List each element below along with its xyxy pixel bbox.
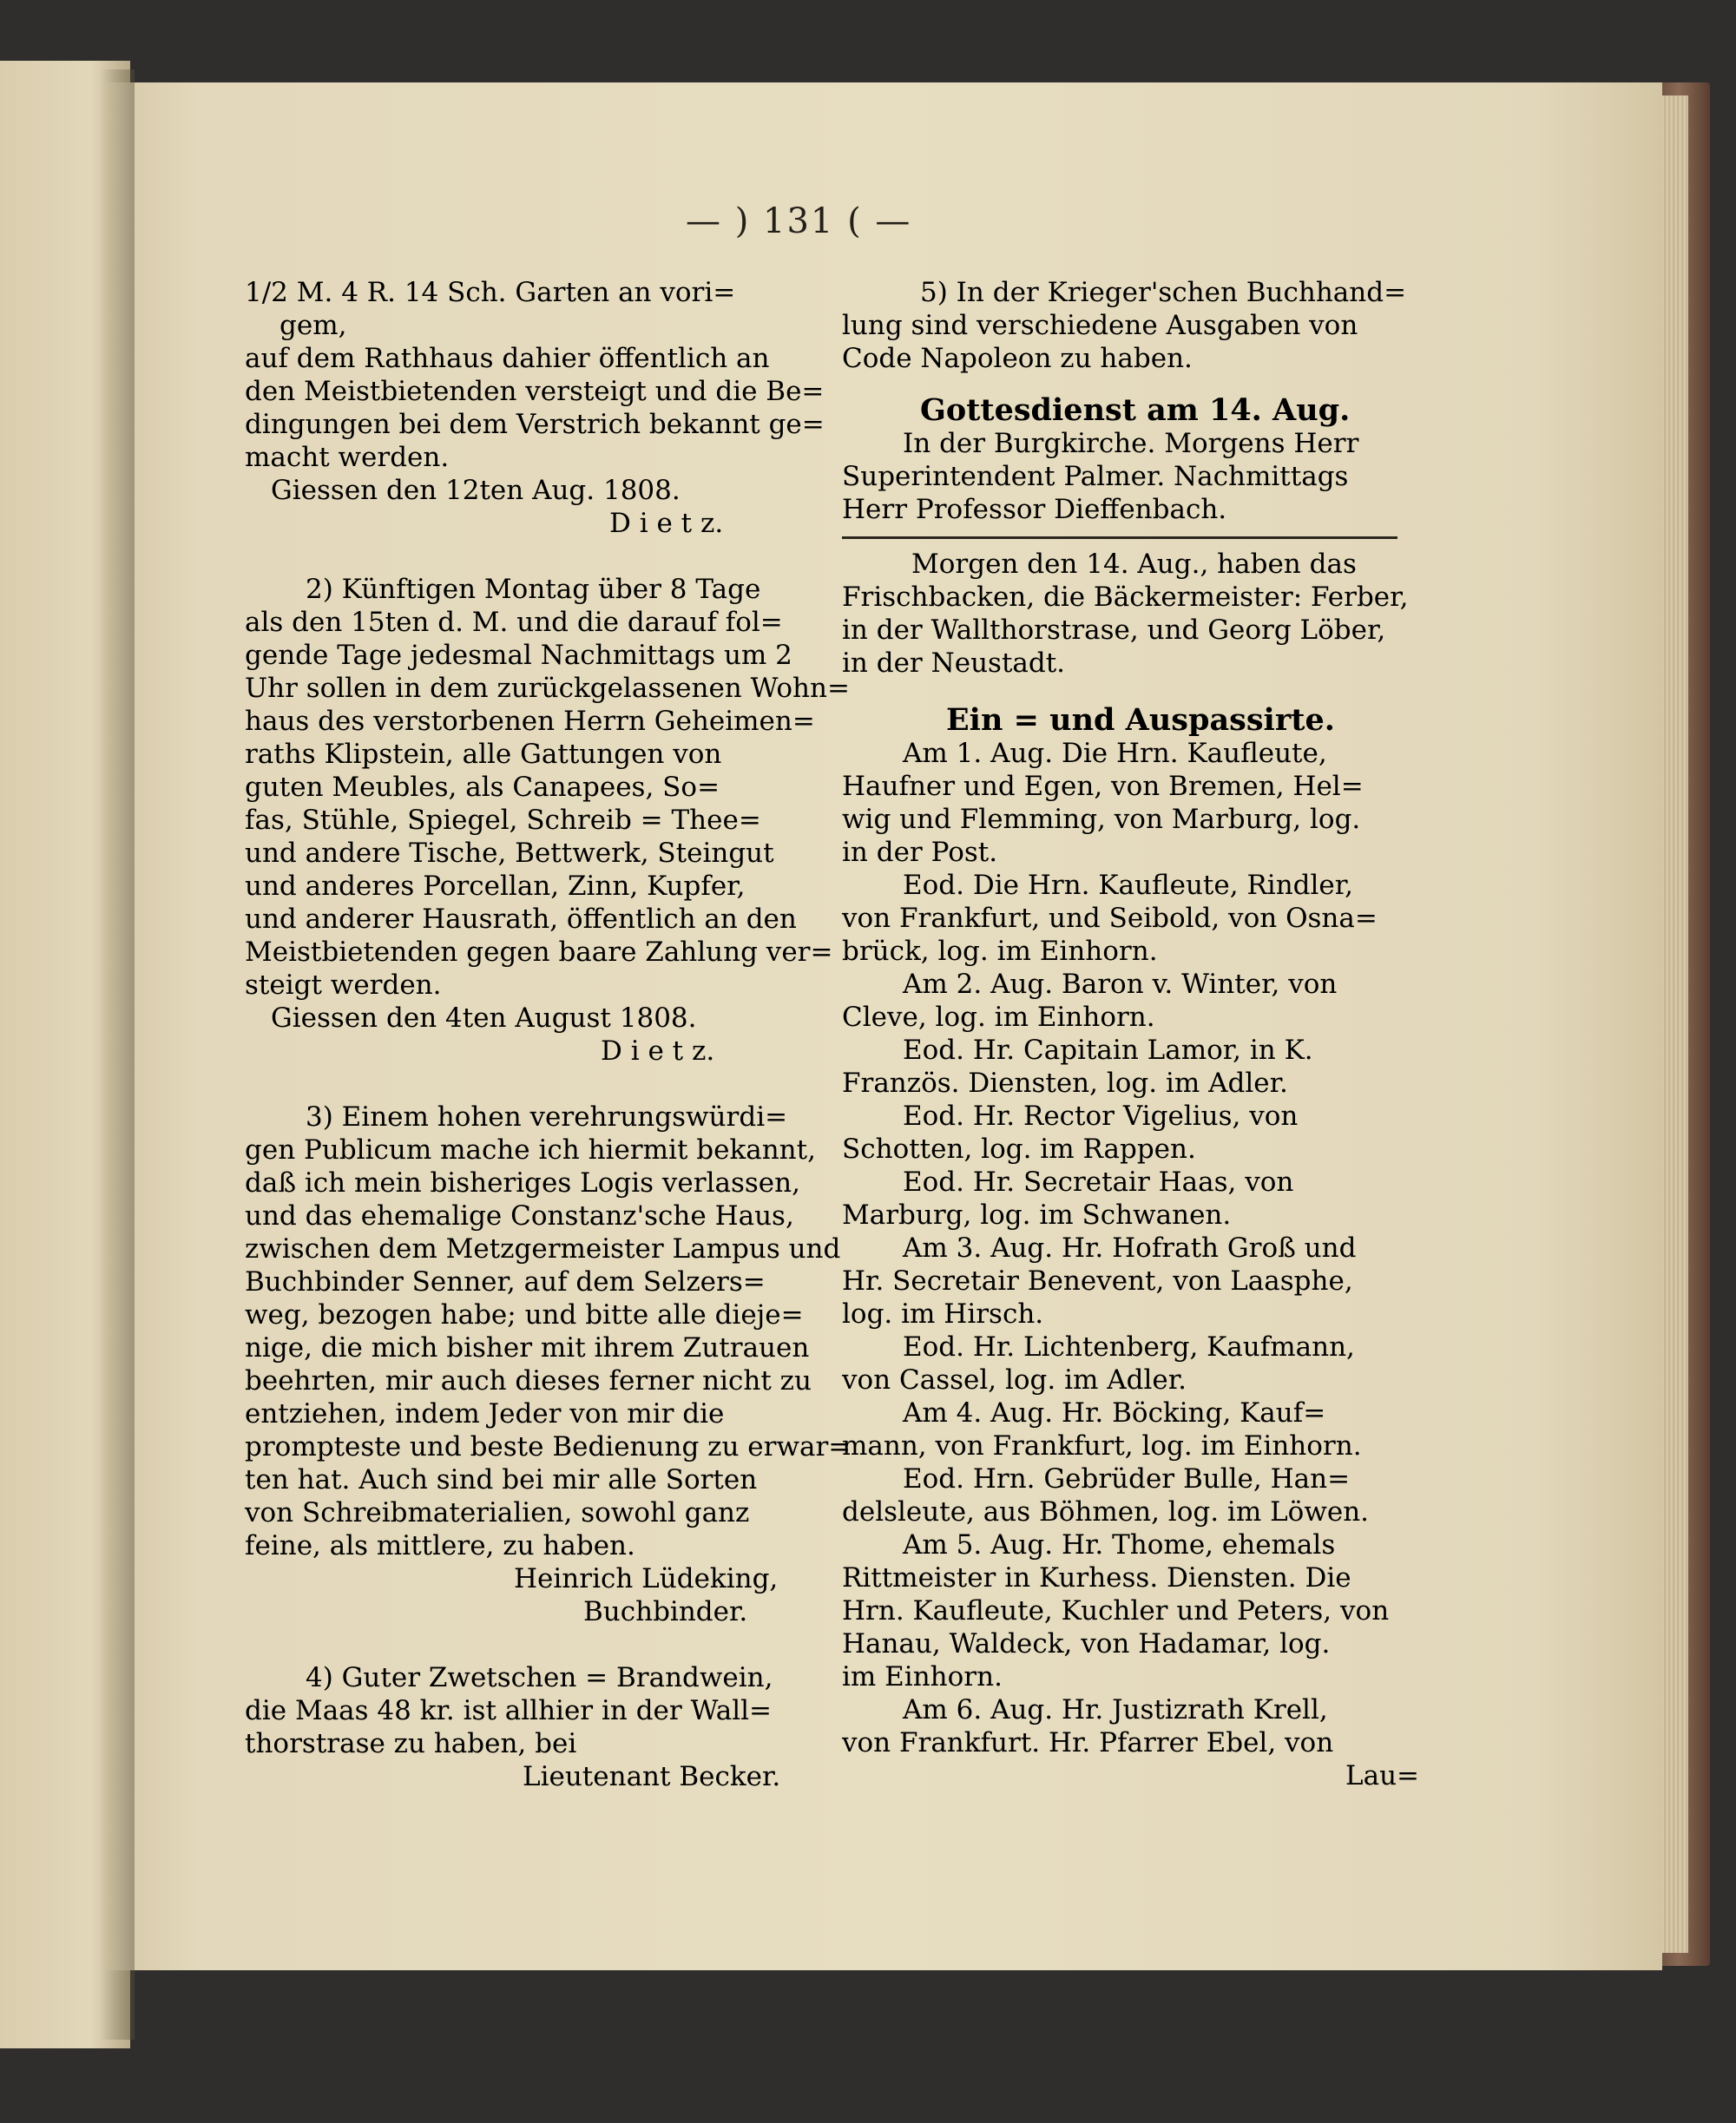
text-line: Hr. Secretair Benevent, von Laasphe,	[842, 1265, 1353, 1297]
text-line: wig und Flemming, von Marburg, log.	[842, 804, 1361, 835]
text-line: Am 3. Aug. Hr. Hofrath Groß und	[903, 1232, 1357, 1264]
text-line: fas, Stühle, Spiegel, Schreib = Thee=	[245, 805, 761, 836]
text-line: prompteste und beste Bedienung zu erwar=	[245, 1431, 852, 1462]
text-line: brück, log. im Einhorn.	[842, 936, 1158, 967]
text-line: gem,	[279, 310, 347, 341]
text-line: 2) Künftigen Montag über 8 Tage	[306, 574, 761, 605]
text-line: Giessen den 4ten August 1808.	[271, 1002, 697, 1034]
text-line: D i e t z.	[609, 508, 724, 539]
text-line: in der Neustadt.	[842, 647, 1066, 679]
text-line: als den 15ten d. M. und die darauf fol=	[245, 607, 783, 638]
text-line: Eod. Hr. Rector Vigelius, von	[903, 1101, 1299, 1132]
passirte-heading: Ein = und Auspassirte.	[946, 702, 1335, 738]
text-line: auf dem Rathhaus dahier öffentlich an	[245, 343, 770, 374]
text-line: macht werden.	[245, 442, 450, 473]
text-line: Am 2. Aug. Baron v. Winter, von	[903, 969, 1338, 1000]
text-line: guten Meubles, als Canapees, So=	[245, 772, 720, 803]
text-line: Code Napoleon zu haben.	[842, 343, 1193, 374]
text-line: Schotten, log. im Rappen.	[842, 1134, 1196, 1165]
text-line: Frischbacken, die Bäckermeister: Ferber,	[842, 582, 1409, 613]
text-line: und anderes Porcellan, Zinn, Kupfer,	[245, 871, 746, 902]
text-line: von Frankfurt. Hr. Pfarrer Ebel, von	[842, 1727, 1334, 1758]
text-line: Meistbietenden gegen baare Zahlung ver=	[245, 937, 833, 968]
text-line: 1/2 M. 4 R. 14 Sch. Garten an vori=	[245, 277, 736, 308]
text-line: gen Publicum mache ich hiermit bekannt,	[245, 1134, 816, 1166]
text-line: Am 4. Aug. Hr. Böcking, Kauf=	[903, 1397, 1326, 1429]
text-line: Am 5. Aug. Hr. Thome, ehemals	[903, 1529, 1336, 1561]
spine-shadow	[100, 69, 135, 2040]
text-line: in der Wallthorstrase, und Georg Löber,	[842, 615, 1386, 646]
text-line: und andere Tische, Bettwerk, Steingut	[245, 838, 774, 869]
text-line: Französ. Diensten, log. im Adler.	[842, 1068, 1288, 1099]
text-line: beehrten, mir auch dieses ferner nicht zu	[245, 1365, 812, 1397]
text-line: Superintendent Palmer. Nachmittags	[842, 461, 1349, 492]
text-line: haus des verstorbenen Herrn Geheimen=	[245, 706, 815, 737]
text-line: Hanau, Waldeck, von Hadamar, log.	[842, 1628, 1331, 1660]
text-line: im Einhorn.	[842, 1661, 1003, 1692]
text-line: Hrn. Kaufleute, Kuchler und Peters, von	[842, 1595, 1390, 1627]
text-line: und anderer Hausrath, öffentlich an den	[245, 904, 797, 935]
text-line	[245, 1628, 818, 1661]
text-line: Haufner und Egen, von Bremen, Hel=	[842, 771, 1364, 802]
text-line: Eod. Hr. Lichtenberg, Kaufmann,	[903, 1331, 1355, 1363]
left-column	[245, 276, 852, 1793]
text-line: log. im Hirsch.	[842, 1298, 1044, 1330]
text-line: gende Tage jedesmal Nachmittags um 2	[245, 640, 792, 671]
text-line: 4) Guter Zwetschen = Brandwein,	[306, 1662, 773, 1693]
text-line: weg, bezogen habe; und bitte alle dieje=	[245, 1299, 804, 1331]
text-line: Eod. Hr. Secretair Haas, von	[903, 1167, 1294, 1198]
text-line: steigt werden.	[245, 969, 442, 1001]
text-line: 5) In der Krieger'schen Buchhand=	[920, 277, 1407, 308]
text-line: von Frankfurt, und Seibold, von Osna=	[842, 903, 1378, 934]
text-line: von Schreibmaterialien, sowohl ganz	[245, 1497, 750, 1528]
text-line: die Maas 48 kr. ist allhier in der Wall=	[245, 1695, 773, 1726]
text-line: lung sind verschiedene Ausgaben von	[842, 310, 1358, 341]
text-line: Rittmeister in Kurhess. Diensten. Die	[842, 1562, 1351, 1594]
text-line: Herr Professor Dieffenbach.	[842, 494, 1227, 525]
text-line	[245, 540, 818, 573]
text-line: daß ich mein bisheriges Logis verlassen,	[245, 1167, 800, 1199]
text-line: 3) Einem hohen verehrungswürdi=	[306, 1101, 788, 1133]
text-line: In der Burgkirche. Morgens Herr	[903, 428, 1359, 459]
text-line: Am 1. Aug. Die Hrn. Kaufleute,	[903, 738, 1327, 769]
text-line: Eod. Hrn. Gebrüder Bulle, Han=	[903, 1463, 1351, 1495]
text-line: und das ehemalige Constanz'sche Haus,	[245, 1200, 794, 1232]
text-line: zwischen dem Metzgermeister Lampus und	[245, 1233, 841, 1265]
text-line: ten hat. Auch sind bei mir alle Sorten	[245, 1464, 758, 1495]
text-line: Buchbinder.	[583, 1596, 748, 1627]
text-line: nige, die mich bisher mit ihrem Zutrauen	[245, 1332, 810, 1364]
text-line: raths Klipstein, alle Gattungen von	[245, 739, 722, 770]
text-line: Lieutenant Becker.	[523, 1761, 781, 1792]
text-line: entziehen, indem Jeder von mir die	[245, 1398, 725, 1430]
text-line: delsleute, aus Böhmen, log. im Löwen.	[842, 1496, 1370, 1528]
text-line: Eod. Hr. Capitain Lamor, in K.	[903, 1035, 1313, 1066]
section-rule	[842, 536, 1397, 539]
right-column	[842, 276, 1420, 1792]
text-line: Morgen den 14. Aug., haben das	[911, 549, 1357, 580]
page-header: — ) 131 ( —	[686, 201, 912, 241]
text-line: Giessen den 12ten Aug. 1808.	[271, 475, 681, 506]
text-line: D i e t z.	[601, 1035, 715, 1067]
text-line: mann, von Frankfurt, log. im Einhorn.	[842, 1430, 1362, 1462]
text-line: Lau=	[1345, 1760, 1420, 1791]
text-line: Am 6. Aug. Hr. Justizrath Krell,	[903, 1694, 1328, 1725]
text-line: Marburg, log. im Schwanen.	[842, 1200, 1232, 1231]
text-line: Uhr sollen in dem zurückgelassenen Wohn=	[245, 673, 850, 704]
text-line	[245, 1068, 818, 1101]
text-line: Cleve, log. im Einhorn.	[842, 1002, 1155, 1033]
gottesdienst-heading: Gottesdienst am 14. Aug.	[920, 392, 1351, 428]
text-line: feine, als mittlere, zu haben.	[245, 1530, 635, 1561]
text-line: dingungen bei dem Verstrich bekannt ge=	[245, 409, 825, 440]
text-line: thorstrase zu haben, bei	[245, 1728, 577, 1759]
text-line: Heinrich Lüdeking,	[514, 1563, 779, 1594]
text-line: von Cassel, log. im Adler.	[842, 1364, 1187, 1396]
text-line: in der Post.	[842, 837, 998, 868]
text-line: Buchbinder Senner, auf dem Selzers=	[245, 1266, 766, 1298]
text-line: den Meistbietenden versteigt und die Be=	[245, 376, 825, 407]
text-line: Eod. Die Hrn. Kaufleute, Rindler,	[903, 870, 1354, 901]
